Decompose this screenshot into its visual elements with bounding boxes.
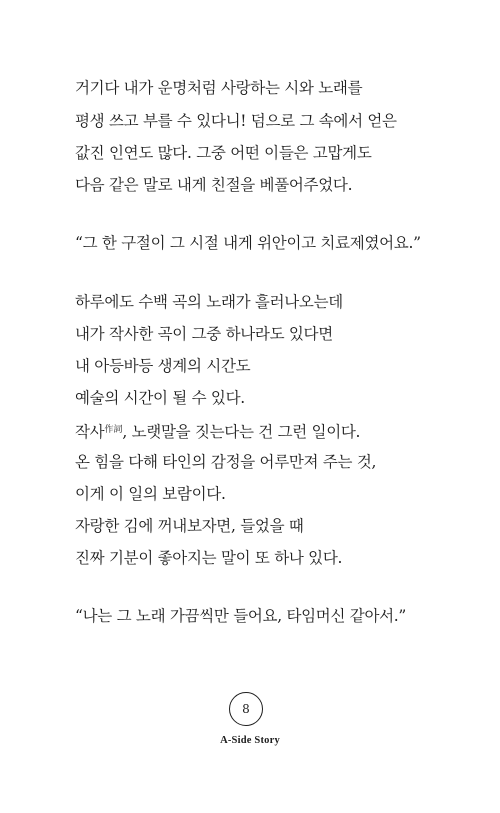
running-footer-title: A-Side Story: [220, 735, 280, 746]
page-number-text: 8: [242, 702, 250, 716]
text-line: 진짜 기분이 좋아지는 말이 또 하나 있다.: [75, 549, 343, 567]
text-line: 거기다 내가 운명처럼 사랑하는 시와 노래를: [75, 79, 363, 97]
quote-line: “나는 그 노래 가끔씩만 들어요, 타임머신 같아서.”: [75, 607, 407, 625]
text-line: 내가 작사한 곡이 그중 하나라도 있다면: [75, 325, 333, 343]
page-number: [229, 692, 263, 726]
text-line: 평생 쓰고 부를 수 있다니! 덤으로 그 속에서 얻은: [75, 112, 397, 130]
text-line-with-hanja: [75, 420, 360, 442]
text-line: 값진 인연도 많다. 그중 어떤 이들은 고맙게도: [75, 144, 372, 162]
text-line: 온 힘을 다해 타인의 감정을 어루만져 주는 것,: [75, 453, 377, 471]
text-line: 예술의 시간이 될 수 있다.: [75, 389, 245, 407]
quote-line: “그 한 구절이 그 시절 내게 위안이고 치료제였어요.”: [75, 234, 421, 252]
text-line: 자랑한 김에 꺼내보자면, 들었을 때: [75, 517, 304, 535]
jaksa-rest: , 노랫말을 짓는다는 건 그런 일이다.: [122, 423, 361, 441]
text-line: 다음 같은 말로 내게 친절을 베풀어주었다.: [75, 176, 353, 194]
jaksa-word: 작사: [75, 423, 105, 441]
text-line: 내 아등바등 생계의 시간도: [75, 357, 251, 375]
hanja-annotation: 作詞: [104, 425, 123, 435]
text-line: 하루에도 수백 곡의 노래가 흘러나오는데: [75, 293, 343, 311]
text-line: 이게 이 일의 보람이다.: [75, 485, 226, 503]
